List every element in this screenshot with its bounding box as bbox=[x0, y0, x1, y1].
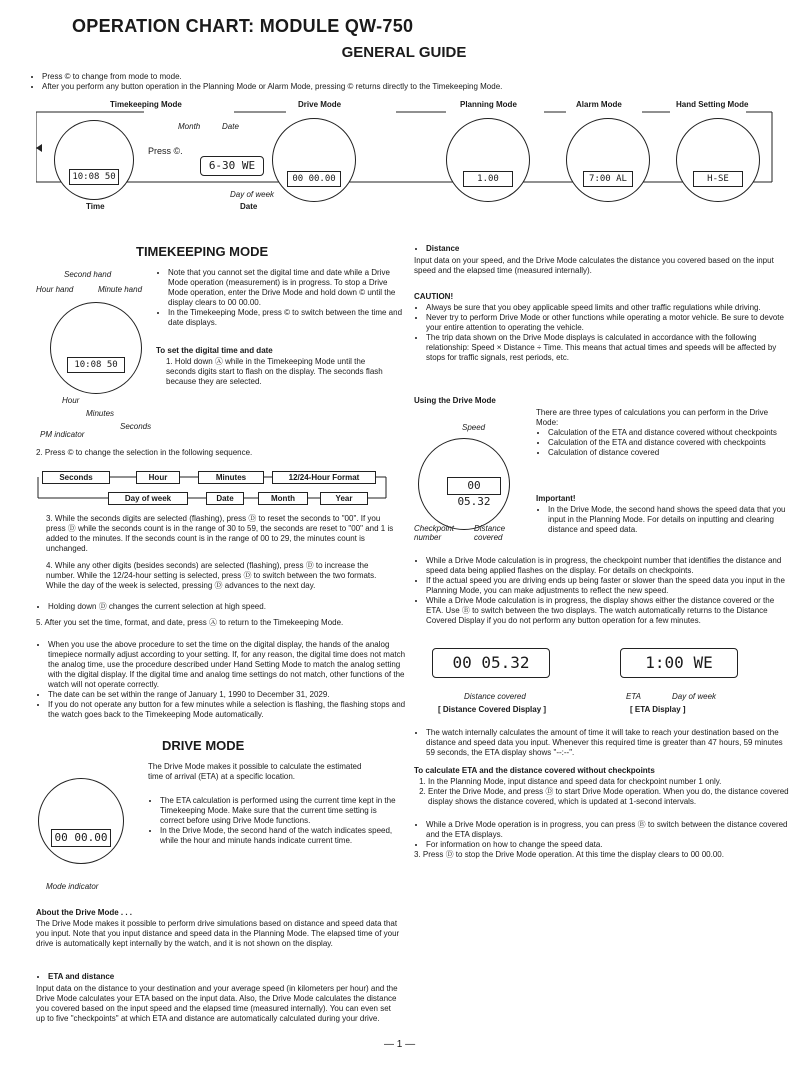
page-title: OPERATION CHART: MODULE QW-750 bbox=[72, 16, 414, 36]
set-step-4b: • Holding down Ⓓ changes the current selection at high speed. bbox=[48, 602, 410, 612]
set-step-5: 5. After you set the time, format, and date, press Ⓐ to return to the Timekeeping Mode. bbox=[36, 618, 344, 627]
timekeeping-bullet: • Note that you cannot set the digital time and date while a Drive Mode operation (measurement) is in progress. To stop a Drive Mode operation, enter the Drive Mode and hold down © until the display clears to 00 00.00. bbox=[168, 268, 404, 308]
calc-bullets bbox=[414, 820, 788, 850]
watch-drive bbox=[272, 118, 356, 202]
timekeeping-note: • The date can be set within the range of January 1, 1990 to December 31, 2029. bbox=[48, 690, 410, 700]
title-distance-covered-display: [ Distance Covered Display ] bbox=[438, 705, 547, 714]
label-minute-hand: Minute hand bbox=[98, 285, 143, 294]
calc-bullet: • While a Drive Mode operation is in progress, you can press Ⓑ to switch between the distance covered and the ETA displays. bbox=[426, 820, 788, 840]
lcd-date: 6-30 WE bbox=[200, 156, 264, 176]
heading-calc-eta: To calculate ETA and the distance covered without checkpoints bbox=[414, 766, 655, 775]
eta-distance-text: Input data on the distance to your destination and your average speed (in kilometers per hour) and the Drive Mode calculates your ETA based on the input data. Also, the Drive Mode calculates the distance you covered based on the input speed and the elapsed time (measured internally). You can even set up to five "checkpoints" at which ETA and distance are automatically calculated during your drive. bbox=[36, 984, 398, 1023]
using-items bbox=[536, 428, 786, 458]
set-step-4-bullets bbox=[36, 602, 410, 612]
seq-minutes: Minutes bbox=[198, 471, 264, 484]
timekeeping-note: • If you do not operate any button for a few minutes while a selection is flashing, the flashing stops and the watch goes back to the Timekeeping Mode automatically. bbox=[48, 700, 410, 720]
watch-hand-setting bbox=[676, 118, 760, 202]
watch-timekeeping bbox=[54, 120, 134, 200]
mode-label-alarm: Alarm Mode bbox=[576, 100, 622, 109]
lcd-eta-display: 1:00 WE bbox=[620, 648, 738, 678]
distance-heading-list bbox=[414, 244, 786, 254]
drive-note: • While a Drive Mode calculation is in progress, the display shows either the distance covered or the ETA. Use Ⓑ to switch between the two displays. The watch automatically returns to the Distance Covered Display if you do not perform any button operation for a few minutes. bbox=[426, 596, 788, 626]
distance-text: Input data on your speed, and the Drive Mode calculates the distance you covered based on the input speed and the elapsed time (measured internally). bbox=[414, 256, 774, 275]
label-seconds: Seconds bbox=[120, 422, 152, 431]
heading-eta-distance: • ETA and distance bbox=[48, 972, 412, 982]
mode-label-hand-setting: Hand Setting Mode bbox=[676, 100, 749, 109]
label-pm-indicator: PM indicator bbox=[40, 430, 85, 439]
seq-day-of-week: Day of week bbox=[108, 492, 188, 505]
watch-drive-detail bbox=[38, 778, 124, 864]
using-item: • Calculation of the ETA and distance covered without checkpoints bbox=[548, 428, 786, 438]
set-step-2: 2. Press © to change the selection in the following sequence. bbox=[36, 448, 253, 457]
important-text: • In the Drive Mode, the second hand shows the speed data that you input in the Planning Mode. For details on inputting and clearing distance and speed data. bbox=[548, 505, 786, 535]
drive-bullet: • In the Drive Mode, the second hand of the watch indicates speed, while the hour and minute hands indicate current time. bbox=[160, 826, 396, 846]
lcd-timekeeping-detail: 10:08 50 bbox=[67, 357, 125, 373]
calc-bullet: • For information on how to change the speed data. bbox=[426, 840, 788, 850]
seq-month: Month bbox=[258, 492, 308, 505]
lcd-using-drive: 00 05.32 bbox=[447, 477, 501, 495]
calc-steps bbox=[414, 777, 790, 807]
label-time: Time bbox=[86, 202, 105, 211]
drive-notes bbox=[414, 556, 788, 626]
about-drive-text: The Drive Mode makes it possible to perform drive simulations based on distance and speed data that you input. Note that you input distance and speed data in the Planning Mode. The elapsed time of your drive is automatically kept internally by the watch, and it is not shown on the display. bbox=[36, 919, 400, 948]
drive-intro: The Drive Mode makes it possible to calculate the estimated time of arrival (ETA) at a specific location. bbox=[148, 762, 362, 781]
mode-label-timekeeping: Timekeeping Mode bbox=[110, 100, 182, 109]
set-step-1-text: Hold down Ⓐ while in the Timekeeping Mode until the seconds digits start to flash on the display. The seconds flash because they are selected. bbox=[166, 357, 383, 386]
seq-date: Date bbox=[206, 492, 244, 505]
label-hour-hand: Hour hand bbox=[36, 285, 74, 294]
drive-bullets bbox=[148, 796, 396, 846]
heading-drive-mode: DRIVE MODE bbox=[162, 738, 245, 753]
lcd-hand: H-SE bbox=[693, 171, 743, 187]
drive-note: • While a Drive Mode calculation is in progress, the checkpoint number that identifies the distance and speed data being applied flashes on the display. For details on checkpoints. bbox=[426, 556, 788, 576]
timekeeping-notes bbox=[36, 640, 410, 720]
drive-note: • If the actual speed you are driving ends up being faster or slower than the speed data you input in the Planning Mode, you can make adjustments to reflect the new speed. bbox=[426, 576, 788, 596]
caption-day-of-week: Day of week bbox=[672, 692, 717, 701]
label-date: Date bbox=[222, 122, 239, 131]
heading-set-time: To set the digital time and date bbox=[156, 346, 273, 355]
watch-planning bbox=[446, 118, 530, 202]
seq-format: 12/24-Hour Format bbox=[272, 471, 376, 484]
using-intro: There are three types of calculations you can perform in the Drive Mode: bbox=[536, 408, 769, 427]
label-mode-indicator: Mode indicator bbox=[46, 882, 99, 891]
page-number: — 1 — bbox=[384, 1039, 416, 1050]
lcd-drive-detail: 00 00.00 bbox=[51, 829, 111, 847]
label-day-of-week: Day of week bbox=[230, 190, 275, 199]
timekeeping-bullet: • In the Timekeeping Mode, press © to switch between the time and date displays. bbox=[168, 308, 404, 328]
lcd-distance-covered-display: 00 05.32 bbox=[432, 648, 550, 678]
lcd-time: 10:08 50 bbox=[69, 169, 119, 185]
lcd-plan: 1.00 bbox=[463, 171, 513, 187]
set-step-3-text: While the seconds digits are selected (flashing), press Ⓓ to reset the seconds to "00". If you press Ⓓ while the seconds count is in the range of 30 to 59, the seconds are reset to "00" and 1 is added to the minutes. If the seconds count is in the range of 00 to 29, the minutes count is unchanged. bbox=[46, 514, 394, 553]
mode-label-drive: Drive Mode bbox=[298, 100, 342, 109]
seq-seconds: Seconds bbox=[42, 471, 110, 484]
label-hour: Hour bbox=[62, 396, 80, 405]
label-checkpoint-number: Checkpoint number bbox=[414, 524, 455, 542]
label-distance-covered: Distance covered bbox=[474, 524, 506, 542]
general-bullet: • After you perform any button operation in the Planning Mode or Alarm Mode, pressing © returns directly to the Timekeeping Mode. bbox=[42, 82, 782, 92]
watch-alarm bbox=[566, 118, 650, 202]
mode-label-planning: Planning Mode bbox=[460, 100, 517, 109]
label-speed: Speed bbox=[462, 423, 486, 432]
caution-list bbox=[414, 303, 788, 363]
set-step-4: 4. While any other digits (besides seconds) are selected (flashing), press Ⓓ to increase the number. While the 12/24-hour setting is selected, press Ⓓ to switch between the two formats. While the day of the week is selected, pressing Ⓓ advances to the next day. bbox=[46, 561, 377, 590]
heading-caution: CAUTION! bbox=[414, 292, 454, 301]
set-step-5-text: After you set the time, format, and date, press Ⓐ to return to the Timekeeping Mode. bbox=[44, 618, 344, 627]
caution-item: • Never try to perform Drive Mode or other functions while operating a motor vehicle. Be sure to devote your entire attention to operating the vehicle. bbox=[426, 313, 788, 333]
calc-step-3-text: Press Ⓓ to stop the Drive Mode operation. At this time the display clears to 00 00.00. bbox=[422, 850, 724, 859]
important-list bbox=[536, 505, 786, 535]
watch-note-list bbox=[414, 728, 788, 758]
lcd-alarm: 7:00 AL bbox=[583, 171, 633, 187]
set-step-3: 3. While the seconds digits are selected (flashing), press Ⓓ to reset the seconds to "00". If you press Ⓓ while the seconds count is in the range of 30 to 59, the seconds are reset to "00" and 1 is added to the minutes. If the seconds count is in the range of 00 to 29, the minutes count is unchanged. bbox=[46, 514, 394, 553]
label-press-c: Press ©. bbox=[148, 146, 183, 156]
set-step-1: 1. Hold down Ⓐ while in the Timekeeping Mode until the seconds digits start to flash on the display. The seconds flash because they are selected. bbox=[166, 357, 383, 386]
heading-using-drive: Using the Drive Mode bbox=[414, 396, 496, 405]
general-bullets bbox=[30, 72, 782, 92]
title-eta-display: [ ETA Display ] bbox=[630, 705, 686, 714]
timekeeping-note: • When you use the above procedure to set the time on the digital display, the hands of the analog timepiece normally adjust according to your setting. If, for any reason, the digital time does not match the analog time, use the procedure described under Hand Setting Mode to match the analog setting with the digital display. If the digital time and analog time settings do not match, other functions of the watch will not operate correctly. bbox=[48, 640, 410, 690]
watch-timekeeping-detail bbox=[50, 302, 142, 394]
set-step-4-text: While any other digits (besides seconds) are selected (flashing), press Ⓓ to increase the number. While the 12/24-hour setting is selected, press Ⓓ to switch between the two formats. While the day of the week is selected, pressing Ⓓ advances to the next day. bbox=[46, 561, 377, 590]
calc-step-3: 3. Press Ⓓ to stop the Drive Mode operation. At this time the display clears to 00 00.00. bbox=[414, 850, 724, 859]
caution-item: • Always be sure that you obey applicable speed limits and other traffic regulations while driving. bbox=[426, 303, 788, 313]
label-second-hand: Second hand bbox=[64, 270, 112, 279]
general-bullet: • Press © to change from mode to mode. bbox=[42, 72, 782, 82]
calc-step: 1. In the Planning Mode, input distance and speed data for checkpoint number 1 only. bbox=[428, 777, 790, 787]
caption-eta: ETA bbox=[626, 692, 641, 701]
eta-heading-list bbox=[36, 972, 412, 982]
lcd-drive: 00 00.00 bbox=[287, 171, 341, 187]
heading-important: Important! bbox=[536, 494, 576, 503]
using-item: • Calculation of the ETA and distance covered with checkpoints bbox=[548, 438, 786, 448]
heading-about-drive: About the Drive Mode . . . bbox=[36, 908, 133, 917]
drive-bullet: • The ETA calculation is performed using the current time kept in the Timekeeping Mode. Make sure that the current time setting is correct before using Drive Mode functions. bbox=[160, 796, 396, 826]
heading-distance: • Distance bbox=[426, 244, 786, 254]
calc-step: 2. Enter the Drive Mode, and press Ⓓ to start Drive Mode operation. When you do, the distance covered display shows the distance covered, which is updated at 1-second intervals. bbox=[428, 787, 790, 807]
label-month: Month bbox=[178, 122, 201, 131]
watch-using-drive bbox=[418, 438, 510, 530]
caption-distance-covered: Distance covered bbox=[464, 692, 526, 701]
timekeeping-bullets bbox=[156, 268, 404, 328]
page-subtitle: GENERAL GUIDE bbox=[341, 44, 467, 61]
caution-item: • The trip data shown on the Drive Mode displays is calculated in accordance with the following relationship: Speed × Distance ÷ Time. This means that actual times and speeds will be affected by stops for traffic signals, rest periods, etc. bbox=[426, 333, 788, 363]
label-minutes: Minutes bbox=[86, 409, 115, 418]
set-step-2-text: Press © to change the selection in the following sequence. bbox=[44, 448, 253, 457]
heading-timekeeping: TIMEKEEPING MODE bbox=[136, 244, 269, 259]
mode-flow-lines bbox=[36, 108, 776, 188]
watch-note: • The watch internally calculates the amount of time it will take to reach your destination based on the distance and speed data you input. Whenever this required time is greater than 47 hours, 59 minutes 59 seconds, the ETA display shows "--:--". bbox=[426, 728, 788, 758]
using-item: • Calculation of distance covered bbox=[548, 448, 786, 458]
seq-year: Year bbox=[320, 492, 368, 505]
label-date-bottom: Date bbox=[240, 202, 258, 211]
seq-hour: Hour bbox=[136, 471, 180, 484]
